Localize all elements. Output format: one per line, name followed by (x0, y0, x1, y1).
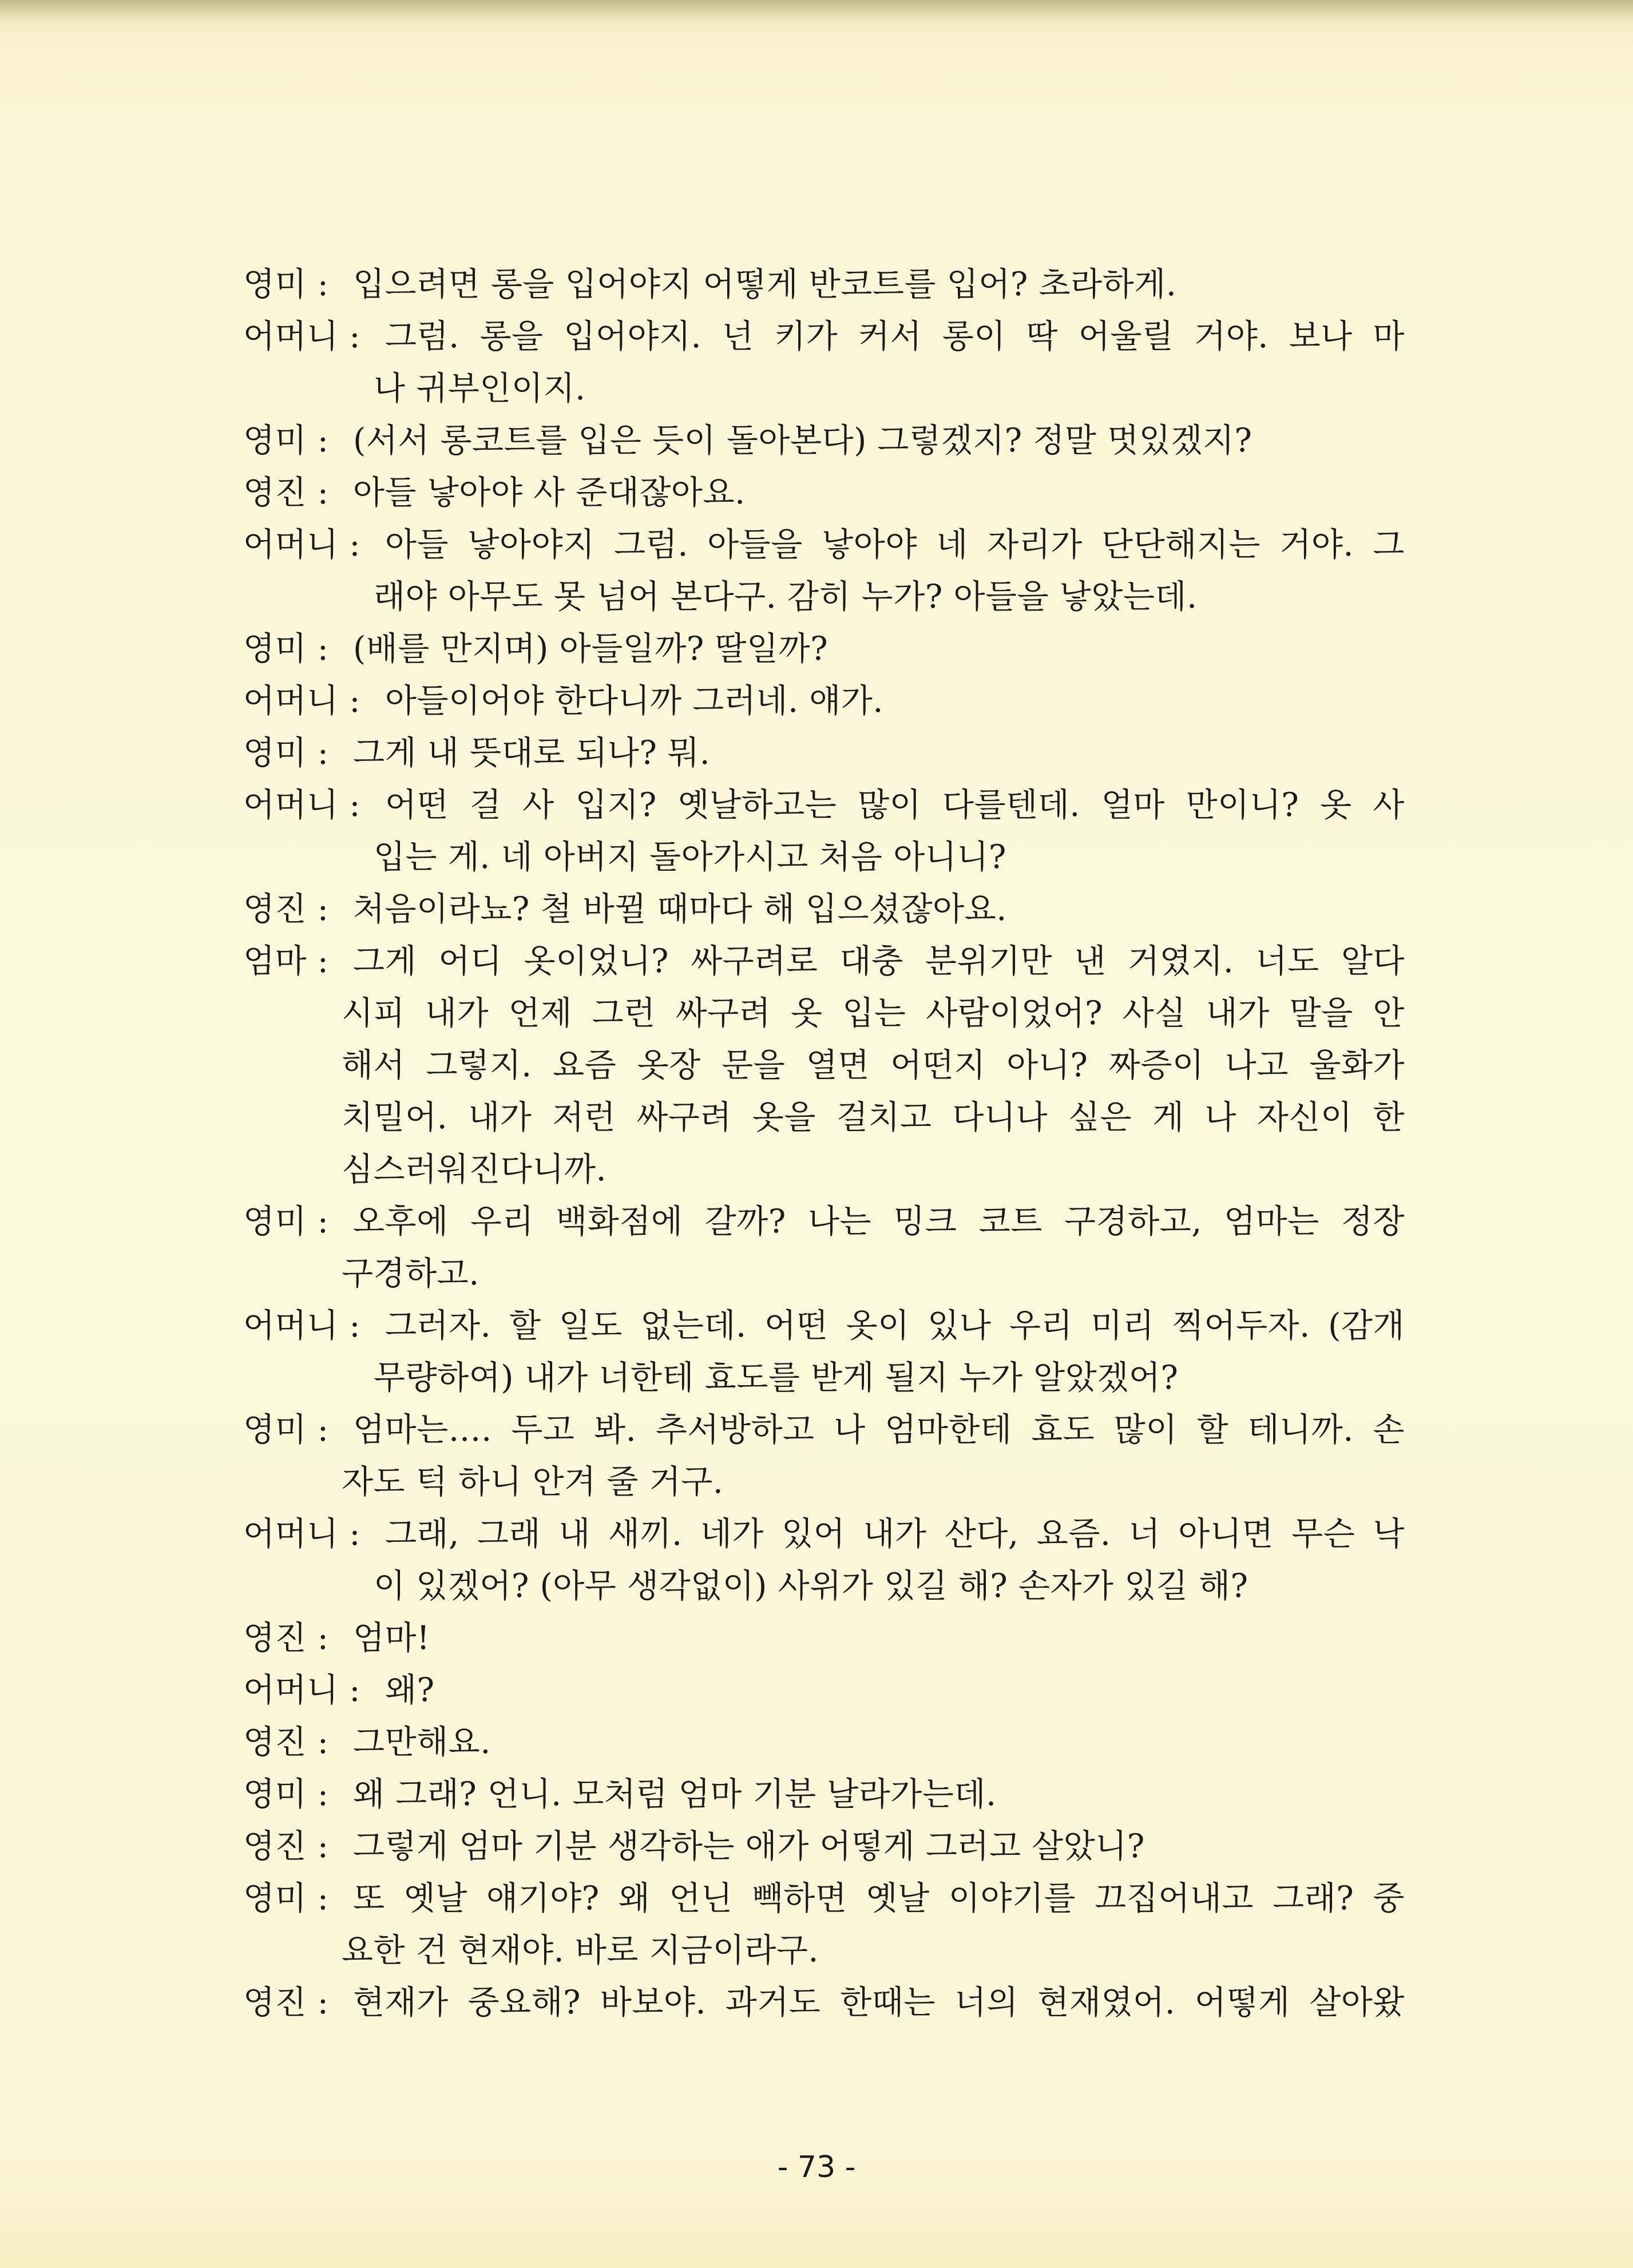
dialogue-text: 무량하여) 내가 너한테 효도를 받게 될지 누가 알았겠어? (374, 1359, 1179, 1397)
speaker-label: 영진 : (243, 474, 329, 512)
dialogue-line (243, 727, 1405, 779)
dialogue-text: 아들 낳아야지 그럼. 아들을 낳아야 네 자리가 단단해지는 거야. 그 (385, 526, 1405, 564)
dialogue-text: 어떤 걸 사 입지? 옛날하고는 많이 다를텐데. 얼마 만이니? 옷 사 (385, 786, 1405, 824)
dialogue-line-continued (243, 571, 1405, 623)
dialogue-line (243, 1664, 1405, 1716)
speaker-label: 어머니 : (243, 318, 361, 355)
dialogue-text: 그게 내 뜻대로 되나? 뭐. (353, 734, 711, 772)
dialogue-line-continued (243, 1144, 1405, 1196)
dialogue-line (243, 467, 1405, 519)
dialogue-line-continued (243, 1560, 1405, 1612)
dialogue-line (243, 1769, 1405, 1821)
speaker-label: 영미 : (243, 422, 329, 459)
speaker-label: 영진 : (243, 1984, 329, 2021)
dialogue-text: 왜 그래? 언니. 모처럼 엄마 기분 날라가는데. (353, 1775, 997, 1813)
dialogue-text: 시피 내가 언제 그런 싸구려 옷 입는 사람이었어? 사실 내가 말을 안 (342, 994, 1405, 1032)
speaker-label: 영미 : (243, 1203, 329, 1240)
dialogue-line (243, 1196, 1405, 1248)
dialogue-text: 치밀어. 내가 저런 싸구려 옷을 걸치고 다니나 싶은 게 나 자신이 한 (342, 1099, 1405, 1136)
speaker-label: 영미 : (243, 1411, 329, 1449)
dialogue-line-continued (243, 831, 1405, 883)
dialogue-line (243, 519, 1405, 571)
dialogue-text: 심스러워진다니까. (342, 1151, 607, 1188)
dialogue-text: 그럼. 롱을 입어야지. 넌 키가 커서 롱이 딱 어울릴 거야. 보나 마 (385, 318, 1405, 355)
dialogue-line-continued (243, 1040, 1405, 1092)
dialogue-text: 그만해요. (353, 1723, 491, 1761)
dialogue-text: 나 귀부인이지. (374, 370, 586, 407)
speaker-label: 영미 : (243, 630, 329, 668)
dialogue-line (243, 1977, 1405, 2029)
dialogue-line (243, 259, 1405, 311)
speaker-label: 어머니 : (243, 682, 361, 720)
dialogue-text: 이 있겠어? (아무 생각없이) 사위가 있길 해? 손자가 있길 해? (374, 1567, 1248, 1605)
dialogue-line (243, 311, 1405, 363)
dialogue-line-continued (243, 988, 1405, 1040)
dialogue-text: (배를 만지며) 아들일까? 딸일까? (353, 630, 829, 668)
speaker-label: 엄마 : (243, 942, 329, 980)
dialogue-line-continued (243, 1925, 1405, 1977)
page-top-edge (0, 0, 1633, 34)
dialogue-line (243, 883, 1405, 935)
dialogue-text: 입으려면 롱을 입어야지 어떻게 반코트를 입어? 초라하게. (353, 265, 1177, 303)
dialogue-text: 또 옛날 얘기야? 왜 언닌 빽하면 옛날 이야기를 끄집어내고 그래? 중 (353, 1880, 1405, 1917)
dialogue-line (243, 1612, 1405, 1664)
dialogue-line (243, 675, 1405, 727)
dialogue-text: 요한 건 현재야. 바로 지금이라구. (342, 1932, 819, 1969)
dialogue-line (243, 415, 1405, 467)
speaker-label: 영미 : (243, 1880, 329, 1917)
speaker-label: 영진 : (243, 890, 329, 928)
dialogue-line (243, 1404, 1405, 1456)
dialogue-text: 아들 낳아야 사 준대잖아요. (353, 474, 746, 512)
dialogue-text: 입는 게. 네 아버지 돌아가시고 처음 아니니? (374, 838, 1006, 876)
speaker-label: 영진 : (243, 1827, 329, 1865)
dialogue-text: 그렇게 엄마 기분 생각하는 애가 어떻게 그러고 살았니? (353, 1827, 1145, 1865)
dialogue-line (243, 623, 1405, 675)
speaker-label: 어머니 : (243, 1515, 361, 1553)
page-number: - 73 - (777, 2150, 856, 2184)
dialogue-line (243, 1300, 1405, 1352)
speaker-label: 영미 : (243, 734, 329, 772)
speaker-label: 영진 : (243, 1619, 329, 1657)
speaker-label: 영미 : (243, 265, 329, 303)
dialogue-line-continued (243, 1456, 1405, 1508)
dialogue-line (243, 1873, 1405, 1925)
dialogue-text: 구경하고. (342, 1255, 479, 1292)
dialogue-line (243, 1716, 1405, 1769)
dialogue-text: (서서 롱코트를 입은 듯이 돌아본다) 그렇겠지? 정말 멋있겠지? (353, 422, 1253, 459)
dialogue-line (243, 935, 1405, 988)
dialogue-text: 해서 그렇지. 요즘 옷장 문을 열면 어떤지 아니? 짜증이 나고 울화가 (342, 1046, 1405, 1084)
dialogue-text: 엄마는…. 두고 봐. 추서방하고 나 엄마한테 효도 많이 할 테니까. 손 (353, 1411, 1405, 1449)
dialogue-text: 그러자. 할 일도 없는데. 어떤 옷이 있나 우리 미리 찍어두자. (감개 (385, 1307, 1405, 1345)
speaker-label: 영진 : (243, 1723, 329, 1761)
dialogue-line (243, 1821, 1405, 1873)
speaker-label: 어머니 : (243, 1307, 361, 1345)
dialogue-text: 오후에 우리 백화점에 갈까? 나는 밍크 코트 구경하고, 엄마는 정장 (353, 1203, 1405, 1240)
dialogue-line (243, 779, 1405, 831)
speaker-label: 어머니 : (243, 786, 361, 824)
dialogue-line-continued (243, 1352, 1405, 1404)
dialogue-text: 래야 아무도 못 넘어 본다구. 감히 누가? 아들을 낳았는데. (374, 578, 1198, 616)
dialogue-text: 현재가 중요해? 바보야. 과거도 한때는 너의 현재였어. 어떻게 살아왔 (353, 1984, 1405, 2021)
dialogue-line (243, 1508, 1405, 1560)
dialogue-line-continued (243, 363, 1405, 415)
dialogue-text: 엄마! (353, 1619, 430, 1657)
dialogue-text: 왜? (385, 1671, 435, 1709)
dialogue-text: 그래, 그래 내 새끼. 네가 있어 내가 산다, 요즘. 너 아니면 무슨 낙 (385, 1515, 1405, 1553)
script-body (243, 259, 1405, 2029)
dialogue-text: 그게 어디 옷이었니? 싸구려로 대충 분위기만 낸 거였지. 너도 알다 (353, 942, 1405, 980)
speaker-label: 어머니 : (243, 1671, 361, 1709)
speaker-label: 영미 : (243, 1775, 329, 1813)
dialogue-text: 아들이어야 한다니까 그러네. 얘가. (385, 682, 883, 720)
dialogue-text: 자도 턱 하니 안겨 줄 거구. (342, 1463, 724, 1501)
dialogue-text: 처음이라뇨? 철 바뀔 때마다 해 입으셨잖아요. (353, 890, 1007, 928)
speaker-label: 어머니 : (243, 526, 361, 564)
dialogue-line-continued (243, 1248, 1405, 1300)
dialogue-line-continued (243, 1092, 1405, 1144)
